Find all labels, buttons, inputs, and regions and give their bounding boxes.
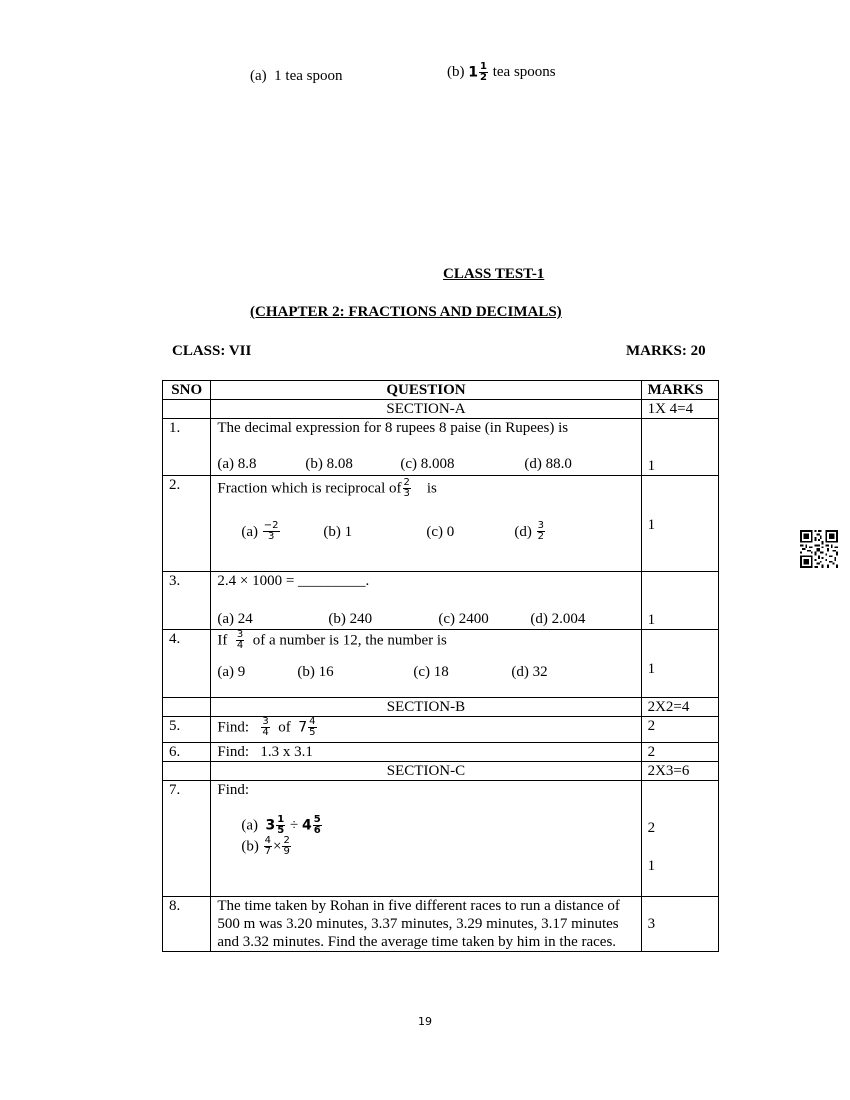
col-marks-header: MARKS — [641, 381, 718, 400]
top-option-b-label: (b) — [447, 64, 465, 80]
table-row — [163, 572, 719, 630]
q7-marks-cell — [641, 781, 718, 897]
q7-find: Find: — [217, 782, 250, 798]
q1-opt-c: (c) 8.008 — [400, 456, 455, 472]
q8-sno: 8. — [163, 897, 211, 952]
question-table — [162, 380, 719, 952]
q3-opt-b: (b) 240 — [328, 611, 373, 627]
q7-part-b: (b) $\frac{4}{7}$ × $\frac{2}{9}$ — [241, 835, 290, 857]
marks-label: MARKS: 20 — [626, 343, 706, 359]
top-option-a — [250, 68, 342, 85]
q4-text: If $\frac{3}{4}$ of a number is 12, the number is — [217, 629, 447, 651]
q2-cell — [211, 476, 641, 572]
q7-part-a: (a) 3 $\frac{1}{5}$ ÷ 4 $\frac{5}{6}$ — [241, 814, 321, 836]
q7-sno: 7. — [163, 781, 211, 897]
section-a-title: SECTION-A — [211, 400, 641, 419]
q5-marks: 2 — [641, 717, 718, 743]
q3-text: 2.4 × 1000 = _________. — [217, 573, 370, 589]
section-c-marks: 2X3=6 — [641, 762, 718, 781]
top-option-a-text: 1 tea spoon — [274, 68, 343, 84]
section-b-row — [163, 698, 719, 717]
table-row — [163, 781, 719, 897]
q1-marks: 1 — [641, 419, 718, 476]
q1-opt-d: (d) 88.0 — [524, 456, 572, 472]
class-label: CLASS: VII — [172, 343, 252, 359]
q7-marks-a: 2 — [647, 820, 656, 836]
top-option-a-label: (a) — [250, 68, 267, 84]
section-b-marks: 2X2=4 — [641, 698, 718, 717]
q4-cell — [211, 630, 641, 698]
q2-opt-b: (b) 1 — [323, 523, 353, 540]
table-row — [163, 476, 719, 572]
q4-marks: 1 — [641, 630, 718, 698]
q3-opt-a: (a) 24 — [217, 611, 253, 627]
q4-options — [217, 663, 634, 681]
table-row — [163, 717, 719, 743]
q2-fraction: $\frac{2}{3}$ — [403, 477, 410, 499]
q3-opt-c: (c) 2400 — [438, 611, 489, 627]
q2-opt-c: (c) 0 — [426, 523, 455, 540]
table-row — [163, 743, 719, 762]
q4-opt-c: (c) 18 — [413, 664, 449, 680]
test-title: CLASS TEST-1 — [443, 266, 545, 282]
section-a-row — [163, 400, 719, 419]
q3-sno: 3. — [163, 572, 211, 630]
chapter-title: (CHAPTER 2: FRACTIONS AND DECIMALS) — [250, 304, 562, 320]
q8-text: The time taken by Rohan in five different races to run a distance of 500 m was 3.20 minutes, 3.37 minutes, 3.29 minutes, 3.17 minutes and 3.32 minutes. Find the average time taken by him in the races. — [211, 897, 641, 952]
top-option-b — [447, 62, 556, 83]
table-header-row — [163, 381, 719, 400]
top-option-b-text: tea spoons — [492, 64, 556, 80]
q1-text: The decimal expression for 8 rupees 8 paise (in Rupees) is — [217, 420, 569, 436]
q2-opt-a: (a) $\frac{-2}{3}$ — [241, 520, 279, 542]
q4-fraction: $\frac{3}{4}$ — [236, 629, 244, 651]
q4-opt-a: (a) 9 — [217, 664, 246, 680]
q7-marks-b: 1 — [647, 858, 656, 874]
q1-opt-b: (b) 8.08 — [305, 456, 353, 472]
section-c-row — [163, 762, 719, 781]
section-b-title: SECTION-B — [211, 698, 641, 717]
q2-marks: 1 — [641, 476, 718, 572]
q6-sno: 6. — [163, 743, 211, 762]
top-option-b-fraction: $\frac{1}{2}$ — [480, 61, 487, 83]
q5-sno: 5. — [163, 717, 211, 743]
q6-text: Find: 1.3 x 3.1 — [211, 743, 641, 762]
q5-fraction-2: $\frac{4}{5}$ — [309, 716, 316, 738]
q2-sno: 2. — [163, 476, 211, 572]
q2-opt-d: (d) $\frac{3}{2}$ — [514, 520, 545, 542]
q1-sno: 1. — [163, 419, 211, 476]
q1-options — [217, 455, 634, 473]
top-option-b-whole: 1 — [468, 64, 478, 81]
q5-cell: Find: $\frac{3}{4}$ of 7 $\frac{4}{5}$ — [211, 717, 641, 743]
q8-marks: 3 — [641, 897, 718, 952]
qr-code-icon — [800, 530, 838, 568]
q3-opt-d: (d) 2.004 — [530, 611, 586, 627]
col-question-header: QUESTION — [211, 381, 641, 400]
page-number: 19 — [418, 1015, 432, 1028]
q5-fraction-1: $\frac{3}{4}$ — [262, 716, 269, 738]
table-row — [163, 630, 719, 698]
q6-marks: 2 — [641, 743, 718, 762]
q1-opt-a: (a) 8.8 — [217, 456, 257, 472]
q7-cell — [211, 781, 641, 897]
q3-cell — [211, 572, 641, 630]
table-row — [163, 419, 719, 476]
q4-opt-b: (b) 16 — [297, 664, 334, 680]
section-c-title: SECTION-C — [211, 762, 641, 781]
q2-text: Fraction which is reciprocal of $\frac{2}{3}$ is — [217, 477, 437, 499]
section-a-marks: 1X 4=4 — [641, 400, 718, 419]
q2-options — [217, 521, 634, 542]
q3-options — [217, 610, 634, 628]
table-row — [163, 897, 719, 952]
q4-sno: 4. — [163, 630, 211, 698]
col-sno-header: SNO — [163, 381, 211, 400]
q1-cell — [211, 419, 641, 476]
q3-marks: 1 — [641, 572, 718, 630]
q4-opt-d: (d) 32 — [511, 664, 548, 680]
